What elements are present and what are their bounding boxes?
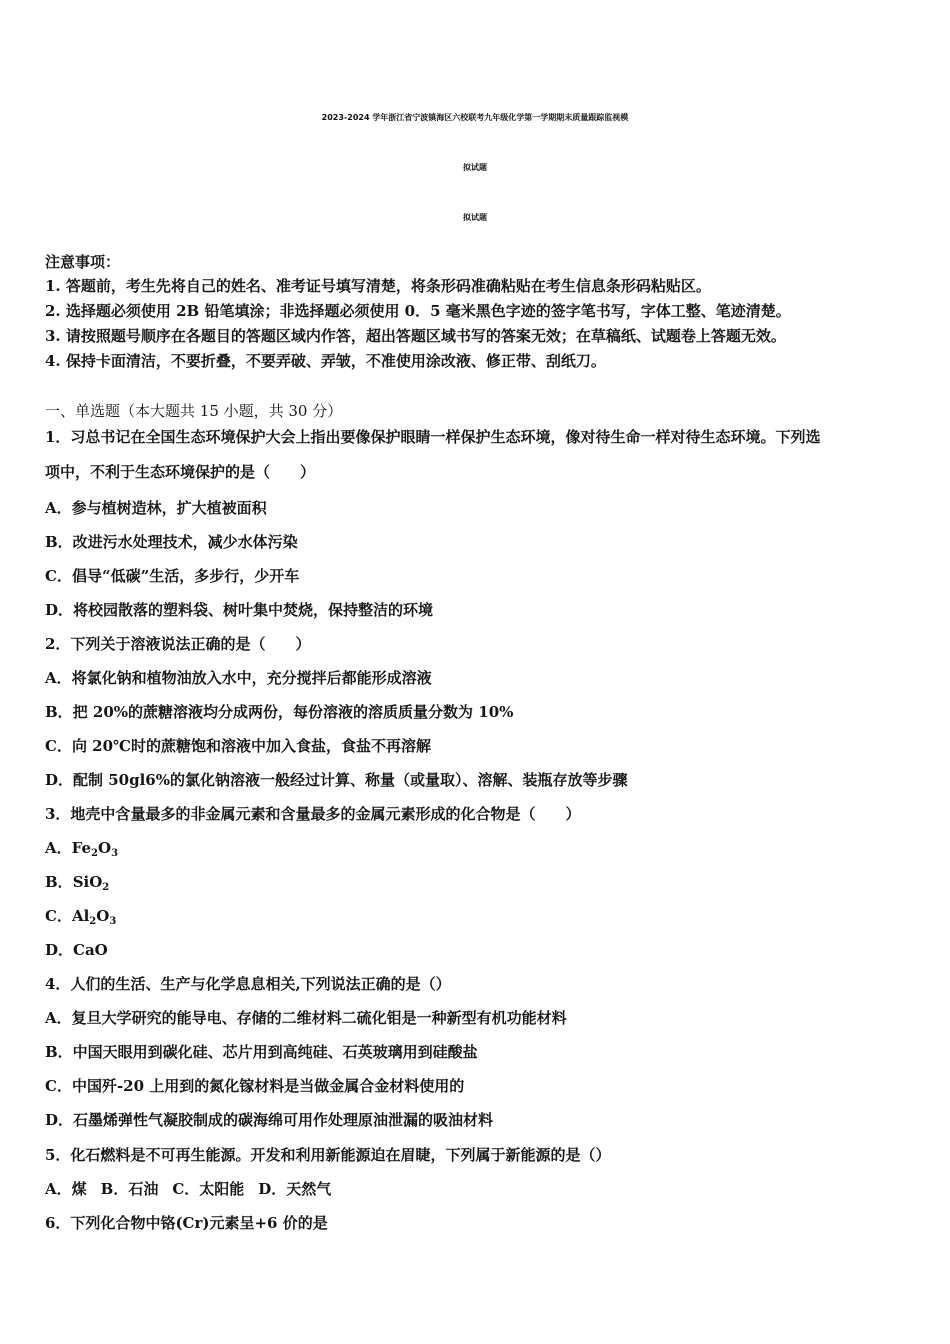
- q3-option-a: [45, 838, 118, 858]
- q2-stem: 2．下列关于溶液说法正确的是（ ）: [45, 635, 311, 653]
- q4-option-d: D．石墨烯弹性气凝胶制成的碳海绵可用作处理原油泄漏的吸油材料: [45, 1111, 494, 1129]
- q4-option-a: A．复旦大学研究的能导电、存储的二维材料二硫化钼是一种新型有机功能材料: [45, 1009, 567, 1027]
- q4-stem: 4．人们的生活、生产与化学息息相关,下列说法正确的是（）: [45, 975, 451, 993]
- q2-option-a: A．将氯化钠和植物油放入水中，充分搅拌后都能形成溶液: [45, 669, 432, 687]
- q3-option-b: [45, 872, 109, 892]
- q1-stem-line-2: 项中，不利于生态环境保护的是（ ）: [45, 463, 316, 481]
- q2-option-c: C．向 20℃时的蔗糖饱和溶液中加入食盐，食盐不再溶解: [45, 737, 432, 755]
- q1-stem-line-1: 1．习总书记在全国生态环境保护大会上指出要像保护眼睛一样保护生态环境，像对待生命一样对待生态环境。下列选: [45, 428, 821, 446]
- page-title-line-3: 拟试题: [463, 213, 487, 222]
- q4-option-c: C．中国歼-20 上用到的氮化镓材料是当做金属合金材料使用的: [45, 1077, 465, 1095]
- q1-option-b: B．改进污水处理技术，减少水体污染: [45, 533, 298, 551]
- notice-item-3: 3. 请按照题号顺序在各题目的答题区域内作答，超出答题区域书写的答案无效；在草稿纸、试题卷上答题无效。: [45, 327, 786, 345]
- q3-option-b-label: B．: [45, 873, 73, 891]
- q3-option-c-subscript-2: 3: [109, 916, 117, 927]
- notice-item-2: 2. 选择题必须使用 2B 铅笔填涂；非选择题必须使用 0．5 毫米黑色字迹的签字笔书写，字体工整、笔迹清楚。: [45, 302, 791, 320]
- notice-item-1: 1. 答题前，考生先将自己的姓名、准考证号填写清楚，将条形码准确粘贴在考生信息条形码粘贴区。: [45, 277, 711, 295]
- q3-option-b-subscript-1: 2: [102, 882, 110, 893]
- notice-item-4: 4. 保持卡面清洁，不要折叠，不要弄破、弄皱，不准使用涂改液、修正带、刮纸刀。: [45, 352, 606, 370]
- q1-option-c: C．倡导“低碳”生活，多步行，少开车: [45, 567, 300, 585]
- q3-option-c-label: C．: [45, 907, 72, 925]
- q5-option-d: D．天然气: [258, 1180, 332, 1198]
- q5-stem: 5．化石燃料是不可再生能源。开发和利用新能源迫在眉睫，下列属于新能源的是（）: [45, 1146, 611, 1164]
- q2-option-b: B．把 20%的蔗糖溶液均分成两份，每份溶液的溶质质量分数为 10%: [45, 703, 514, 721]
- q3-option-c: [45, 906, 116, 926]
- page-title-line-1: 2023-2024 学年浙江省宁波镇海区六校联考九年级化学第一学期期末质量跟踪监视模: [321, 113, 629, 122]
- q3-stem: 3．地壳中含量最多的非金属元素和含量最多的金属元素形成的化合物是（ ）: [45, 805, 581, 823]
- q4-option-b: B．中国天眼用到碳化硅、芯片用到高纯硅、石英玻璃用到硅酸盐: [45, 1043, 478, 1061]
- q3-option-a-subscript-1: 2: [91, 848, 98, 859]
- q1-option-d: D．将校园散落的塑料袋、树叶集中焚烧，保持整洁的环境: [45, 601, 434, 619]
- q5-option-c: C．太阳能: [172, 1180, 245, 1198]
- q3-option-a-formula-part-2: O: [97, 839, 112, 857]
- q6-stem: 6．下列化合物中铬(Cr)元素呈+6 价的是: [45, 1214, 328, 1232]
- q3-option-c-subscript-1: 2: [89, 916, 97, 927]
- q3-option-c-formula-part-1: Al: [71, 907, 90, 925]
- q5-options: [45, 1179, 331, 1199]
- q3-option-b-formula-part-1: SiO: [72, 873, 103, 891]
- q3-option-a-formula-part-1: Fe: [71, 839, 92, 857]
- section-heading: 一、单选题（本大题共 15 小题，共 30 分）: [45, 402, 343, 420]
- q1-option-a: A．参与植树造林，扩大植被面积: [45, 499, 267, 517]
- q3-option-a-label: A．: [45, 839, 72, 857]
- page-title-line-2: 拟试题: [463, 163, 487, 172]
- notice-heading: 注意事项：: [45, 253, 121, 271]
- q5-option-a: A．煤: [45, 1180, 87, 1198]
- q5-option-b: B．石油: [100, 1180, 159, 1198]
- q3-option-a-subscript-2: 3: [111, 848, 119, 859]
- q2-option-d: D．配制 50gl6%的氯化钠溶液一般经过计算、称量（或量取）、溶解、装瓶存放等步骤: [45, 771, 628, 789]
- q3-option-d: D．CaO: [45, 941, 108, 959]
- q3-option-c-formula-part-2: O: [96, 907, 110, 925]
